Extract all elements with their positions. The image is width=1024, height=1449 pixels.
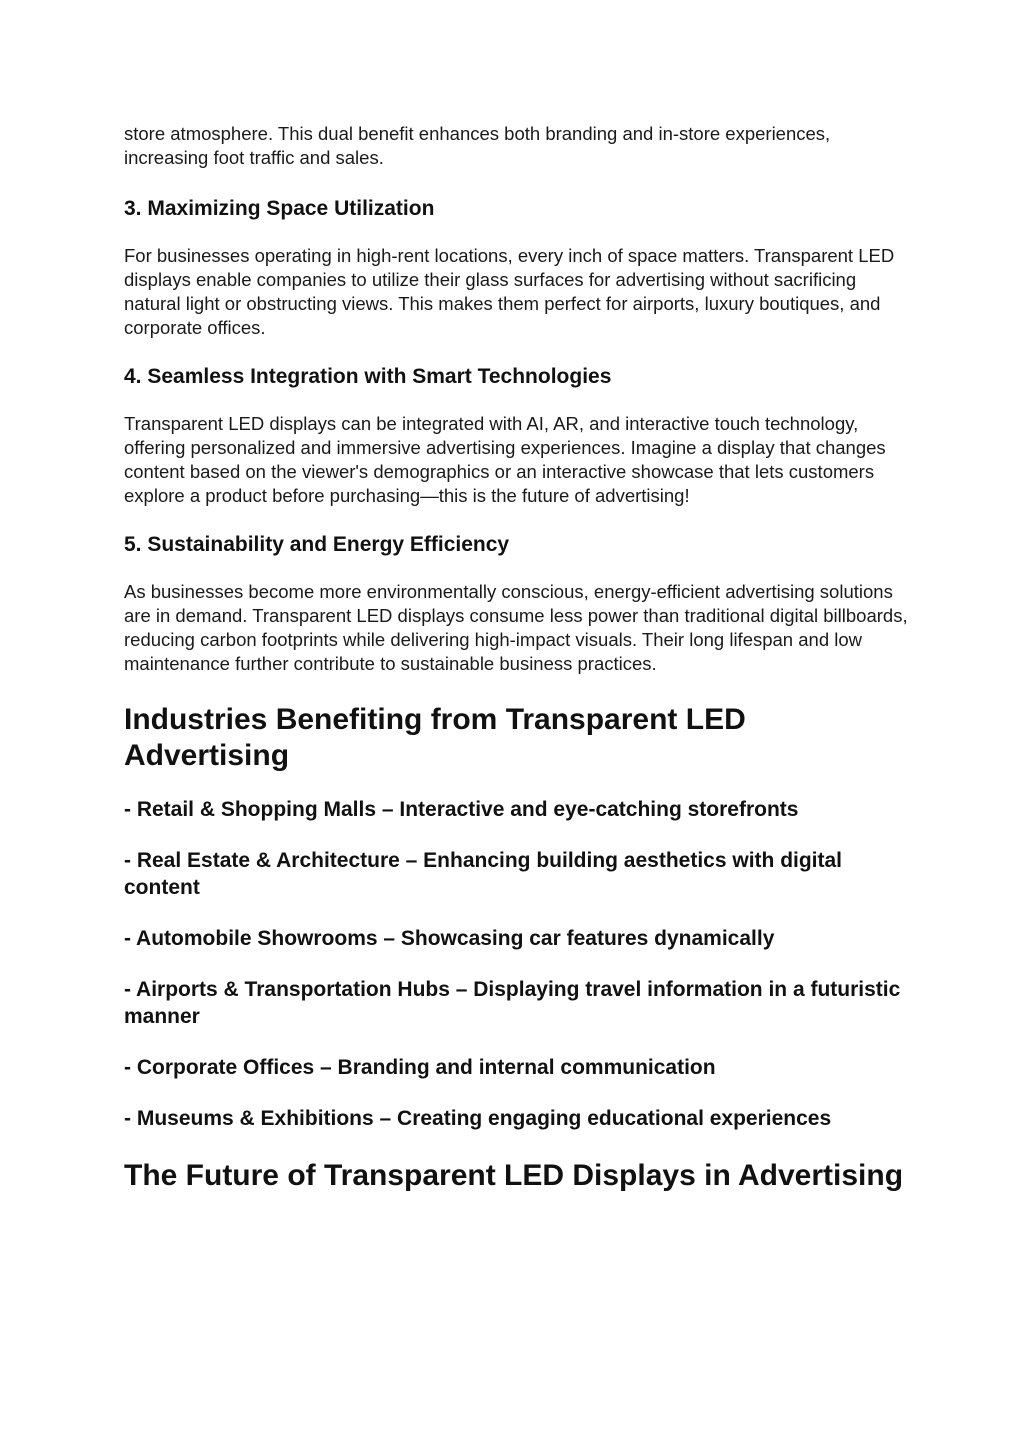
section-heading-smart-technologies: 4. Seamless Integration with Smart Technologies — [124, 365, 612, 388]
section-body-space-utilization: For businesses operating in high-rent locations, every inch of space matters. Transparent LED displays enable companies to utilize their glass surfaces for advertising without sacrificing natural light or obstructing views. This makes them perfect for airports, luxury boutiques, and corporate offices. — [124, 245, 895, 338]
industry-item: - Real Estate & Architecture – Enhancing building aesthetics with digital content — [124, 849, 843, 899]
section-heading-sustainability: 5. Sustainability and Energy Efficiency — [124, 533, 510, 556]
future-heading: The Future of Transparent LED Displays in Advertising — [124, 1159, 904, 1192]
industry-item: - Airports & Transportation Hubs – Displaying travel information in a futuristic manner — [124, 978, 901, 1028]
industry-item: - Retail & Shopping Malls – Interactive and eye-catching storefronts — [124, 798, 799, 821]
section-heading-space-utilization: 3. Maximizing Space Utilization — [124, 197, 435, 220]
industry-item: - Automobile Showrooms – Showcasing car features dynamically — [124, 927, 775, 950]
industry-item: - Museums & Exhibitions – Creating engaging educational experiences — [124, 1107, 832, 1130]
section-body-smart-technologies: Transparent LED displays can be integrated with AI, AR, and interactive touch technology, offering personalized and immersive advertising experiences. Imagine a display that changes content based on the viewer's demographics or an interactive showcase that lets customers explore a product before purchasing—this is the future of advertising! — [124, 413, 886, 506]
industry-item: - Corporate Offices – Branding and internal communication — [124, 1056, 716, 1079]
intro-paragraph: store atmosphere. This dual benefit enhances both branding and in-store experiences, increasing foot traffic and sales. — [124, 123, 831, 168]
industries-heading: Industries Benefiting from Transparent LED Advertising — [124, 703, 746, 772]
section-body-sustainability: As businesses become more environmentally conscious, energy-efficient advertising solutions are in demand. Transparent LED displays consume less power than traditional digital billboards, reducing carbon footprints while delivering high-impact visuals. Their long lifespan and low maintenance further contribute to sustainable business practices. — [124, 581, 908, 674]
document-page — [124, 122, 914, 1194]
